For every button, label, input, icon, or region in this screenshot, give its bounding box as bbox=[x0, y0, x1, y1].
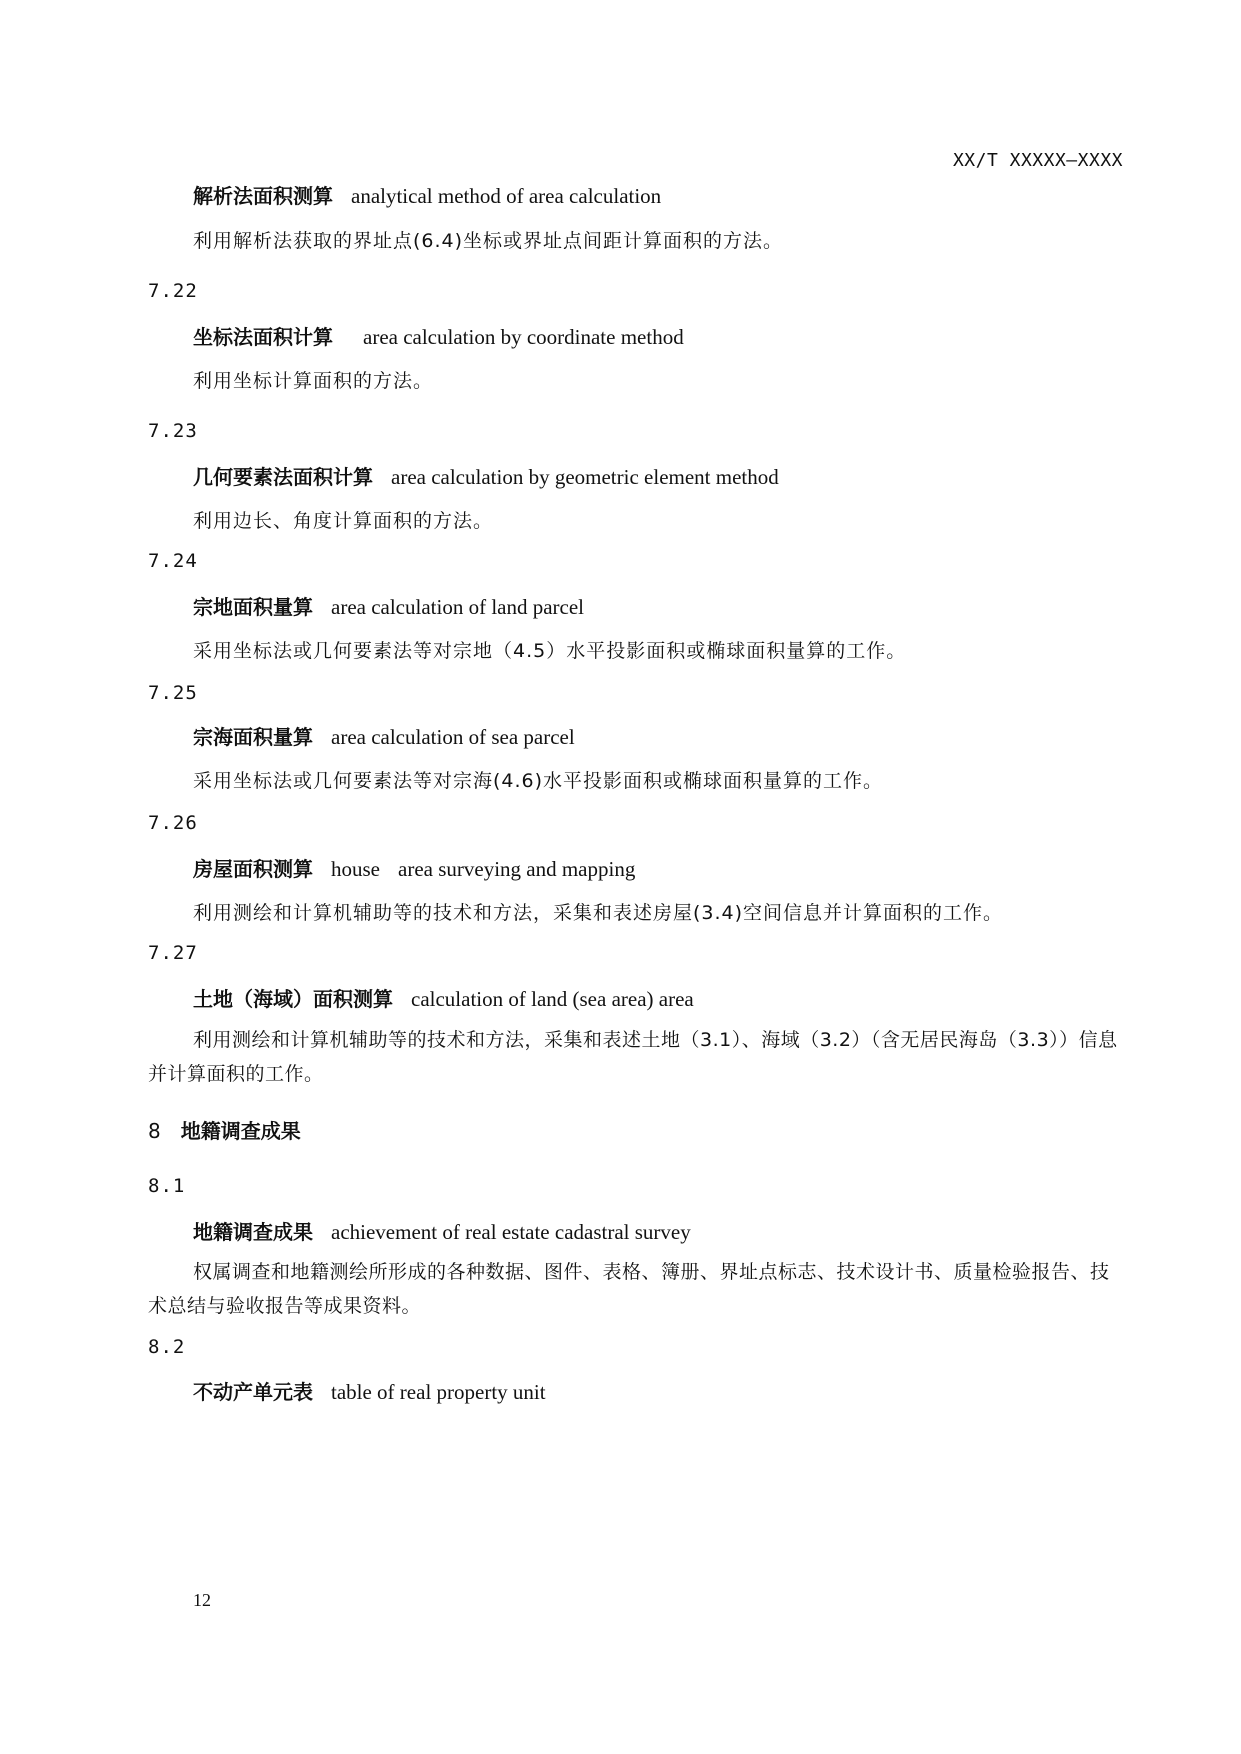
term-zh: 几何要素法面积计算 bbox=[193, 465, 373, 489]
term-en: area surveying and mapping bbox=[398, 857, 636, 881]
clause-number: 8.2 bbox=[148, 1336, 186, 1358]
term-en: area calculation by geometric element method bbox=[391, 465, 779, 489]
term-heading bbox=[193, 591, 584, 620]
term-definition: 权属调查和地籍测绘所形成的各种数据、图件、表格、簿册、界址点标志、技术设计书、质量检验报告、技术总结与验收报告等成果资料。 bbox=[148, 1261, 1110, 1317]
term-heading bbox=[193, 721, 575, 750]
clause-number: 7.22 bbox=[148, 280, 198, 302]
term-definition: 利用测绘和计算机辅助等的技术和方法，采集和表述房屋(3.4)空间信息并计算面积的工作。 bbox=[193, 902, 1004, 924]
term-zh: 解析法面积测算 bbox=[193, 184, 333, 208]
document-code: XX/T XXXXX—XXXX bbox=[952, 150, 1123, 171]
term-en: analytical method of area calculation bbox=[351, 184, 662, 208]
term-zh: 地籍调查成果 bbox=[193, 1220, 313, 1244]
page-number: 12 bbox=[193, 1590, 211, 1610]
term-en: area calculation by coordinate method bbox=[363, 325, 684, 349]
term-zh: 宗地面积量算 bbox=[193, 595, 313, 619]
term-heading bbox=[193, 853, 635, 882]
clause-number: 7.25 bbox=[148, 682, 198, 704]
section-title: 地籍调查成果 bbox=[180, 1119, 301, 1143]
term-zh: 宗海面积量算 bbox=[193, 725, 313, 749]
term-zh: 土地（海域）面积测算 bbox=[193, 987, 393, 1011]
term-definition: 利用坐标计算面积的方法。 bbox=[193, 370, 434, 392]
clause-number: 7.27 bbox=[148, 942, 198, 964]
term-heading bbox=[193, 461, 779, 490]
term-heading bbox=[193, 180, 661, 209]
clause-number: 8.1 bbox=[148, 1175, 186, 1197]
term-definition: 采用坐标法或几何要素法等对宗地（4.5）水平投影面积或椭球面积量算的工作。 bbox=[193, 640, 907, 662]
term-definition: 利用边长、角度计算面积的方法。 bbox=[193, 510, 494, 532]
term-zh: 房屋面积测算 bbox=[193, 857, 313, 881]
term-definition: 利用测绘和计算机辅助等的技术和方法，采集和表述土地（3.1）、海域（3.2）（含无居民海岛（3.3））信息并计算面积的工作。 bbox=[148, 1029, 1118, 1085]
term-en: achievement of real estate cadastral survey bbox=[331, 1220, 691, 1244]
term-heading bbox=[193, 983, 694, 1012]
term-heading bbox=[193, 1376, 546, 1405]
term-en: area calculation of land parcel bbox=[331, 595, 585, 619]
clause-number: 7.26 bbox=[148, 812, 198, 834]
clause-number: 7.24 bbox=[148, 550, 198, 572]
term-definition: 利用解析法获取的界址点(6.4)坐标或界址点间距计算面积的方法。 bbox=[193, 230, 784, 252]
term-zh: 坐标法面积计算 bbox=[193, 325, 333, 349]
term-en: calculation of land (sea area) area bbox=[411, 987, 694, 1011]
term-definition: 采用坐标法或几何要素法等对宗海(4.6)水平投影面积或椭球面积量算的工作。 bbox=[193, 770, 884, 792]
section-number: 8 bbox=[148, 1119, 161, 1143]
term-heading bbox=[193, 321, 684, 350]
term-zh: 不动产单元表 bbox=[193, 1380, 313, 1404]
clause-number: 7.23 bbox=[148, 420, 198, 442]
term-en: area calculation of sea parcel bbox=[331, 725, 575, 749]
term-heading bbox=[193, 1216, 691, 1245]
term-en: house bbox=[331, 857, 380, 881]
section-heading bbox=[148, 1115, 301, 1144]
term-en: table of real property unit bbox=[331, 1380, 546, 1404]
